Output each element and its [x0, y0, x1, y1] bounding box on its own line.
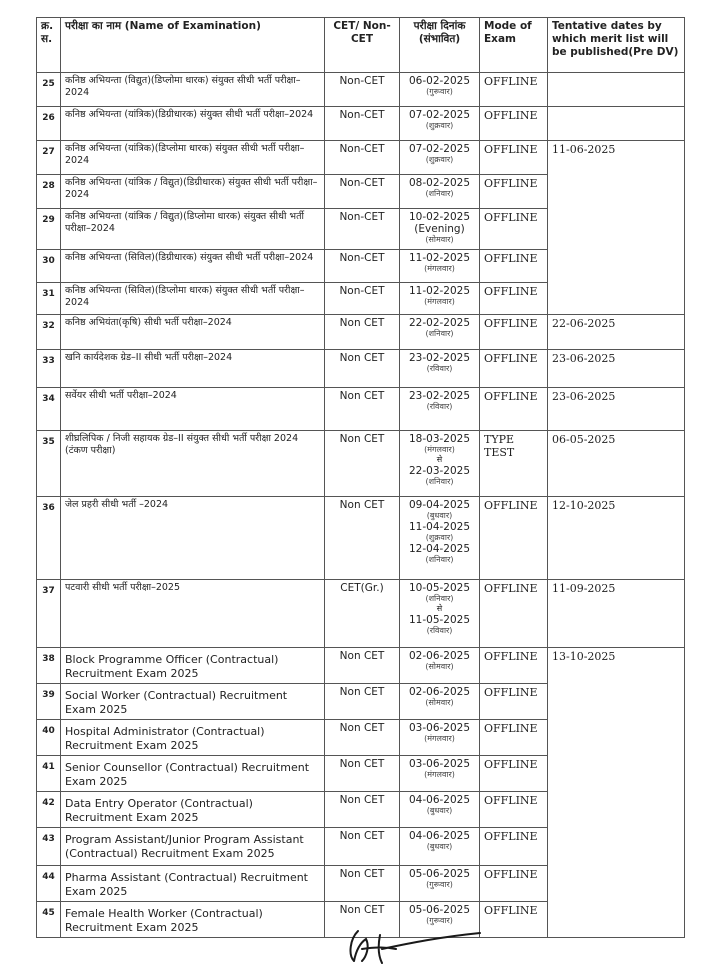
weekday: (शुक्रवार)	[425, 155, 454, 164]
exam-mode: OFFLINE	[480, 756, 548, 792]
header-mode: Mode of Exam	[480, 18, 548, 73]
cet-type: Non-CET	[325, 73, 400, 107]
merit-date: 13-10-2025	[548, 648, 685, 938]
exam-mode: OFFLINE	[480, 720, 548, 756]
merit-date-empty	[548, 73, 685, 107]
exam-schedule-table	[36, 17, 685, 938]
weekday: (मंगलवार)	[424, 770, 455, 779]
header-exam-date: परीक्षा दिनांक (संभावित)	[400, 18, 480, 73]
header-exam-name: परीक्षा का नाम (Name of Examination)	[61, 18, 325, 73]
date: 10-05-2025	[408, 582, 471, 594]
weekday: (मंगलवार)	[424, 264, 455, 273]
exam-mode: OFFLINE	[480, 866, 548, 902]
serial-number: 45	[37, 902, 61, 938]
exam-mode: OFFLINE	[480, 388, 548, 431]
serial-number: 41	[37, 756, 61, 792]
table-row	[37, 497, 685, 580]
serial-number: 32	[37, 315, 61, 350]
date: 08-02-2025	[408, 177, 471, 189]
exam-date	[400, 141, 480, 175]
exam-mode: OFFLINE	[480, 350, 548, 388]
header-cet: CET/ Non-CET	[325, 18, 400, 73]
serial-number: 28	[37, 175, 61, 209]
merit-date: 12-10-2025	[548, 497, 685, 580]
exam-date	[400, 648, 480, 684]
cet-type: Non-CET	[325, 175, 400, 209]
table-row	[37, 141, 685, 175]
exam-date	[400, 388, 480, 431]
date: 11-02-2025	[408, 285, 471, 297]
serial-number: 33	[37, 350, 61, 388]
weekday: (बुधवार)	[426, 842, 453, 851]
table-row	[37, 431, 685, 497]
exam-name: खनि कार्यदेशक ग्रेड–II सीधी भर्ती परीक्षा–2024	[61, 350, 325, 388]
weekday: (शनिवार)	[425, 555, 454, 564]
date: 04-06-2025	[408, 830, 471, 842]
weekday: (बुधवार)	[426, 806, 453, 815]
exam-mode: OFFLINE	[480, 283, 548, 315]
exam-date	[400, 828, 480, 866]
serial-number: 39	[37, 684, 61, 720]
date: 18-03-2025	[408, 433, 471, 445]
serial-number: 34	[37, 388, 61, 431]
date: 22-03-2025	[408, 465, 471, 477]
weekday: (रविवार)	[426, 402, 453, 411]
cet-type: Non CET	[325, 497, 400, 580]
weekday: (शनिवार)	[425, 477, 454, 486]
serial-number: 43	[37, 828, 61, 866]
exam-name: कनिष्ठ अभियन्ता (यांत्रिक / विद्युत)(डिग्रीधारक) संयुक्त सीधी भर्ती परीक्षा–2024	[61, 175, 325, 209]
date: 09-04-2025	[408, 499, 471, 511]
date: 12-04-2025	[408, 543, 471, 555]
weekday: (मंगलवार)	[424, 445, 455, 454]
exam-date	[400, 350, 480, 388]
merit-date: 11-06-2025	[548, 141, 685, 315]
cet-type: Non CET	[325, 648, 400, 684]
exam-name: कनिष्ठ अभियन्ता (विद्युत)(डिप्लोमा धारक) संयुक्त सीधी भर्ती परीक्षा–2024	[61, 73, 325, 107]
weekday: (शनिवार)	[425, 329, 454, 338]
date: 23-02-2025	[408, 352, 471, 364]
table-row	[37, 315, 685, 350]
exam-mode: OFFLINE	[480, 315, 548, 350]
cet-type: Non-CET	[325, 250, 400, 283]
serial-number: 27	[37, 141, 61, 175]
exam-date	[400, 209, 480, 250]
exam-date	[400, 866, 480, 902]
merit-date-empty	[548, 107, 685, 141]
signature-image	[340, 925, 490, 965]
serial-number: 25	[37, 73, 61, 107]
exam-name: कनिष्ठ अभियन्ता (यांत्रिक)(डिग्रीधारक) संयुक्त सीधी भर्ती परीक्षा–2024	[61, 107, 325, 141]
exam-name: Block Programme Officer (Contractual) Recruitment Exam 2025	[61, 648, 325, 684]
cet-type: Non CET	[325, 350, 400, 388]
cet-type: Non CET	[325, 828, 400, 866]
cet-type: Non CET	[325, 431, 400, 497]
merit-date: 23-06-2025	[548, 388, 685, 431]
exam-name: जेल प्रहरी सीधी भर्ती –2024	[61, 497, 325, 580]
exam-name: कनिष्ठ अभियन्ता (यांत्रिक / विद्युत)(डिप्लोमा धारक) संयुक्त सीधी भर्ती परीक्षा–2024	[61, 209, 325, 250]
header-merit-date: Tentative dates by which merit list will be published(Pre DV)	[548, 18, 685, 73]
date: 22-02-2025	[408, 317, 471, 329]
weekday: (सोमवार)	[425, 698, 454, 707]
weekday: (रविवार)	[426, 364, 453, 373]
exam-name: Data Entry Operator (Contractual) Recruitment Exam 2025	[61, 792, 325, 828]
exam-name: कनिष्ठ अभियन्ता (सिविल)(डिग्रीधारक) संयुक्त सीधी भर्ती परीक्षा–2024	[61, 250, 325, 283]
merit-date: 22-06-2025	[548, 315, 685, 350]
serial-number: 44	[37, 866, 61, 902]
cet-type: Non CET	[325, 792, 400, 828]
exam-name: Social Worker (Contractual) Recruitment Exam 2025	[61, 684, 325, 720]
exam-mode: OFFLINE	[480, 684, 548, 720]
exam-name: Female Health Worker (Contractual) Recruitment Exam 2025	[61, 902, 325, 938]
weekday: (बुधवार)	[426, 511, 453, 520]
serial-number: 29	[37, 209, 61, 250]
exam-mode: OFFLINE	[480, 209, 548, 250]
date: 11-04-2025	[408, 521, 471, 533]
exam-mode: OFFLINE	[480, 902, 548, 938]
table-row	[37, 73, 685, 107]
exam-mode: OFFLINE	[480, 73, 548, 107]
exam-date	[400, 315, 480, 350]
date: 02-06-2025	[408, 686, 471, 698]
date: 03-06-2025	[408, 758, 471, 770]
weekday: (गुरूवार)	[426, 880, 453, 889]
table-row	[37, 580, 685, 648]
exam-name: Program Assistant/Junior Program Assistant (Contractual) Recruitment Exam 2025	[61, 828, 325, 866]
cet-type: Non CET	[325, 388, 400, 431]
exam-mode: OFFLINE	[480, 648, 548, 684]
merit-date: 23-06-2025	[548, 350, 685, 388]
exam-mode: OFFLINE	[480, 250, 548, 283]
table-row	[37, 648, 685, 684]
serial-number: 36	[37, 497, 61, 580]
merit-date: 06-05-2025	[548, 431, 685, 497]
exam-date	[400, 107, 480, 141]
exam-date	[400, 720, 480, 756]
weekday: (शुक्रवार)	[425, 121, 454, 130]
weekday: (रविवार)	[426, 626, 453, 635]
cet-type: Non CET	[325, 684, 400, 720]
serial-number: 31	[37, 283, 61, 315]
session-note: (Evening)	[414, 223, 465, 235]
date: 03-06-2025	[408, 722, 471, 734]
exam-date	[400, 431, 480, 497]
weekday: (शनिवार)	[425, 594, 454, 603]
date: 05-06-2025	[408, 868, 471, 880]
exam-name: Senior Counsellor (Contractual) Recruitment Exam 2025	[61, 756, 325, 792]
exam-name: Hospital Administrator (Contractual) Recruitment Exam 2025	[61, 720, 325, 756]
weekday: (सोमवार)	[425, 235, 454, 244]
exam-name: सर्वेयर सीधी भर्ती परीक्षा–2024	[61, 388, 325, 431]
date: 10-02-2025	[408, 211, 471, 223]
date-range-separator: से	[436, 604, 443, 613]
date: 05-06-2025	[408, 904, 471, 916]
weekday: (गुरूवार)	[426, 916, 453, 925]
serial-number: 37	[37, 580, 61, 648]
exam-date	[400, 250, 480, 283]
weekday: (मंगलवार)	[424, 734, 455, 743]
weekday: (गुरूवार)	[426, 87, 453, 96]
exam-mode: OFFLINE	[480, 828, 548, 866]
serial-number: 35	[37, 431, 61, 497]
cet-type: Non-CET	[325, 141, 400, 175]
merit-date: 11-09-2025	[548, 580, 685, 648]
weekday: (सोमवार)	[425, 662, 454, 671]
date-range-separator: से	[436, 455, 443, 464]
date: 23-02-2025	[408, 390, 471, 402]
exam-name: कनिष्ठ अभियंता(कृषि) सीधी भर्ती परीक्षा–2024	[61, 315, 325, 350]
cet-type: Non CET	[325, 720, 400, 756]
date: 06-02-2025	[408, 75, 471, 87]
date: 07-02-2025	[408, 143, 471, 155]
weekday: (मंगलवार)	[424, 297, 455, 306]
exam-mode: OFFLINE	[480, 107, 548, 141]
date: 04-06-2025	[408, 794, 471, 806]
exam-mode: OFFLINE	[480, 497, 548, 580]
cet-type: Non CET	[325, 315, 400, 350]
exam-name: कनिष्ठ अभियन्ता (सिविल)(डिप्लोमा धारक) संयुक्त सीधी भर्ती परीक्षा–2024	[61, 283, 325, 315]
table-row	[37, 107, 685, 141]
date: 11-05-2025	[408, 614, 471, 626]
date: 07-02-2025	[408, 109, 471, 121]
date: 11-02-2025	[408, 252, 471, 264]
exam-date	[400, 73, 480, 107]
exam-name: पटवारी सीधी भर्ती परीक्षा–2025	[61, 580, 325, 648]
exam-date	[400, 792, 480, 828]
exam-date	[400, 175, 480, 209]
cet-type: Non-CET	[325, 107, 400, 141]
exam-mode: TYPE TEST	[480, 431, 548, 497]
exam-date	[400, 756, 480, 792]
date: 02-06-2025	[408, 650, 471, 662]
exam-name: Pharma Assistant (Contractual) Recruitment Exam 2025	[61, 866, 325, 902]
cet-type: Non CET	[325, 902, 400, 938]
serial-number: 38	[37, 648, 61, 684]
serial-number: 30	[37, 250, 61, 283]
weekday: (शुक्रवार)	[425, 533, 454, 542]
exam-name: कनिष्ठ अभियन्ता (यांत्रिक)(डिप्लोमा धारक) संयुक्त सीधी भर्ती परीक्षा–2024	[61, 141, 325, 175]
serial-number: 42	[37, 792, 61, 828]
exam-date	[400, 684, 480, 720]
exam-name: शीघ्रलिपिक / निजी सहायक ग्रेड–II संयुक्त सीधी भर्ती परीक्षा 2024 (टंकण परीक्षा)	[61, 431, 325, 497]
cet-type: Non-CET	[325, 283, 400, 315]
exam-date	[400, 497, 480, 580]
serial-number: 26	[37, 107, 61, 141]
exam-mode: OFFLINE	[480, 580, 548, 648]
exam-mode: OFFLINE	[480, 175, 548, 209]
cet-type: Non CET	[325, 866, 400, 902]
serial-number: 40	[37, 720, 61, 756]
cet-type: CET(Gr.)	[325, 580, 400, 648]
header-serial: क्र. स.	[37, 18, 61, 73]
exam-date	[400, 580, 480, 648]
table-row	[37, 350, 685, 388]
exam-mode: OFFLINE	[480, 141, 548, 175]
exam-mode: OFFLINE	[480, 792, 548, 828]
header-row	[37, 18, 685, 73]
exam-date	[400, 283, 480, 315]
weekday: (शनिवार)	[425, 189, 454, 198]
cet-type: Non-CET	[325, 209, 400, 250]
table-row	[37, 388, 685, 431]
cet-type: Non CET	[325, 756, 400, 792]
